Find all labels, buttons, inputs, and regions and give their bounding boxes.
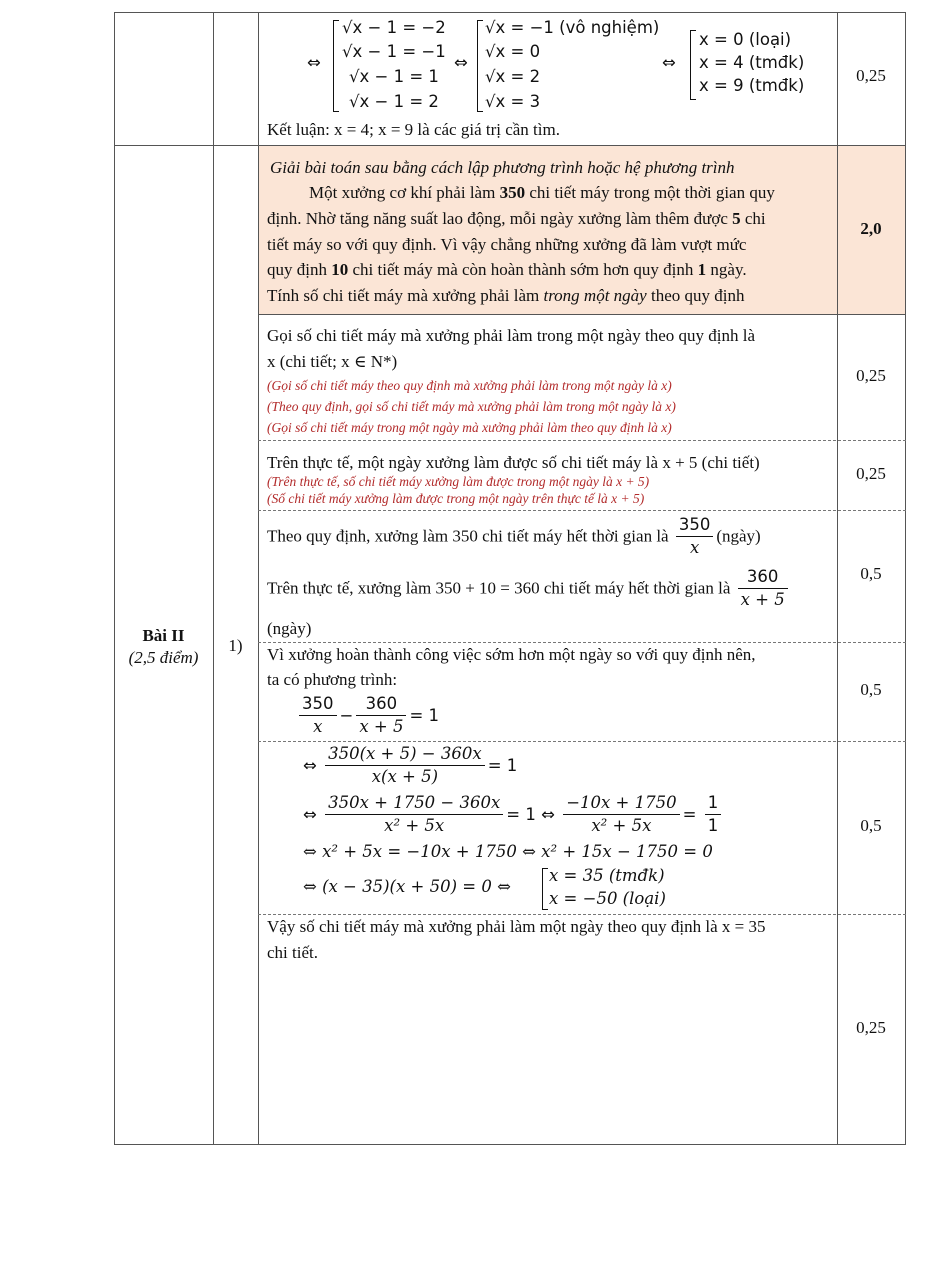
iff-symbol: ⇔ bbox=[454, 53, 468, 72]
step5-score: 0,5 bbox=[860, 816, 882, 835]
problem-line-2: định. Nhờ tăng năng suất lao động, mỗi ngày xưởng làm thêm được 5 chi bbox=[267, 209, 766, 228]
step5-row-3: ⇔ x² + 5x = −10x + 1750 ⇔ x² + 15x − 1750 = 0 bbox=[303, 842, 713, 861]
system3-eq1: x = 0 (loại) bbox=[699, 30, 792, 49]
col-border-5 bbox=[905, 12, 906, 1145]
fraction-350-over-x: $\frac{350}{x}$ bbox=[676, 514, 714, 559]
step5-row-2: ⇔ $\frac{350x + 1750 - 360x}{\text{x² + 5x}}$ = 1 ⇔ $\frac{-10x + 1750}{\text{x² + 5x}}$ = $\frac{1}{1}$ bbox=[303, 792, 724, 837]
table-top-border bbox=[114, 12, 906, 13]
step6-line-2: chi tiết. bbox=[267, 943, 318, 962]
step5-row-4: ⇔ (x − 35)(x + 50) = 0 ⇔ bbox=[303, 877, 511, 896]
step3-line-3: (ngày) bbox=[267, 619, 312, 638]
part-number: 1) bbox=[228, 636, 243, 655]
system1-eq2: √x − 1 = −1 bbox=[342, 42, 446, 61]
number-10: 10 bbox=[331, 260, 349, 279]
solution-2: x = −50 (loại) bbox=[549, 889, 666, 908]
row-sep-3 bbox=[258, 510, 906, 511]
step1-alt-1: (Gọi số chi tiết máy theo quy định mà xưởng phải làm trong một ngày là x) bbox=[267, 378, 672, 393]
number-5: 5 bbox=[732, 209, 741, 228]
step4-line-1: Vì xưởng hoàn thành công việc sớm hơn một ngày so với quy định nên, bbox=[267, 645, 756, 664]
fraction-360-over-x-plus-5: $\frac{360}{x + 5}$ bbox=[738, 566, 788, 611]
problem-line-5: Tính số chi tiết máy mà xưởng phải làm trong một ngày theo quy định bbox=[267, 286, 745, 305]
step3-score: 0,5 bbox=[860, 564, 882, 583]
solution-bracket bbox=[542, 868, 548, 910]
step5-row-1: ⇔ $\frac{350(x + 5) - 360x}{x(x + 5)}$ = 1 bbox=[303, 744, 518, 786]
step2-line-1: Trên thực tế, một ngày xưởng làm được số chi tiết máy là x + 5 (chi tiết) bbox=[267, 453, 760, 472]
step2-alt-2: (Số chi tiết máy xưởng làm được trong một ngày trên thực tế là x + 5) bbox=[267, 491, 645, 506]
col-border-1 bbox=[114, 12, 115, 1145]
step1-line-2: x (chi tiết; x ∈ N*) bbox=[267, 352, 398, 371]
system2-eq3: √x = 2 bbox=[485, 67, 541, 86]
step4-equation: $\frac{350}{x}$ − $\frac{360}{x + 5}$ = 1 bbox=[296, 693, 439, 738]
table-bottom-border bbox=[114, 1144, 906, 1145]
step3-line-2: Trên thực tế, xưởng làm 350 + 10 = 360 chi tiết máy hết thời gian là $\frac{360}{x + 5}$ bbox=[267, 566, 791, 611]
step6-line-1: Vậy số chi tiết máy mà xưởng phải làm một ngày theo quy định là x = 35 bbox=[267, 917, 766, 936]
step4-line-2: ta có phương trình: bbox=[267, 670, 398, 689]
iff-symbol: ⇔ bbox=[662, 53, 676, 72]
number-350: 350 bbox=[499, 183, 526, 202]
system3-eq3: x = 9 (tmđk) bbox=[699, 76, 805, 95]
step1-score: 0,25 bbox=[856, 366, 886, 385]
step2-score: 0,25 bbox=[856, 464, 886, 483]
col-border-3 bbox=[258, 12, 259, 1145]
step6-score: 0,25 bbox=[856, 1018, 886, 1037]
system2-eq1: √x = −1 (vô nghiệm) bbox=[485, 18, 660, 37]
system-bracket-3 bbox=[690, 30, 696, 100]
section-label: Bài II bbox=[142, 626, 185, 645]
system1-eq3: √x − 1 = 1 bbox=[349, 67, 439, 86]
col-border-2 bbox=[213, 12, 214, 1145]
problem-line-1: Một xưởng cơ khí phải làm 350 chi tiết máy trong một thời gian quy bbox=[309, 183, 775, 202]
solution-1: x = 35 (tmđk) bbox=[549, 866, 665, 885]
step1-alt-2: (Theo quy định, gọi số chi tiết máy mà xưởng phải làm trong một ngày là x) bbox=[267, 399, 676, 414]
step2-alt-1: (Trên thực tế, số chi tiết máy xưởng làm được trong một ngày là x + 5) bbox=[267, 474, 650, 489]
problem-heading: Giải bài toán sau bằng cách lập phương trình hoặc hệ phương trình bbox=[270, 158, 735, 177]
problem-score: 2,0 bbox=[860, 219, 882, 238]
iff-symbol: ⇔ bbox=[307, 53, 321, 72]
step1-alt-3: (Gọi số chi tiết máy trong một ngày mà xưởng phải làm theo quy định là x) bbox=[267, 420, 672, 435]
system-bracket-1 bbox=[333, 20, 339, 112]
step4-score: 0,5 bbox=[860, 680, 882, 699]
step3-line-1: Theo quy định, xưởng làm 350 chi tiết máy hết thời gian là $\frac{350}{x}$ (ngày) bbox=[267, 515, 761, 557]
top-score: 0,25 bbox=[856, 66, 886, 85]
problem-line-3: tiết máy so với quy định. Vì vậy chẳng những xưởng đã làm vượt mức bbox=[267, 235, 747, 254]
row-sep-5 bbox=[258, 741, 906, 742]
system2-eq2: √x = 0 bbox=[485, 42, 541, 61]
row-sep-problem bbox=[258, 314, 906, 315]
system1-eq1: √x − 1 = −2 bbox=[342, 18, 446, 37]
step1-line-1: Gọi số chi tiết máy mà xưởng phải làm trong một ngày theo quy định là bbox=[267, 326, 755, 345]
section-points: (2,5 điểm) bbox=[128, 648, 199, 667]
system3-eq2: x = 4 (tmđk) bbox=[699, 53, 805, 72]
top-conclusion: Kết luận: x = 4; x = 9 là các giá trị cần tìm. bbox=[267, 120, 560, 139]
number-1: 1 bbox=[697, 260, 707, 279]
system1-eq4: √x − 1 = 2 bbox=[349, 92, 439, 111]
system2-eq4: √x = 3 bbox=[485, 92, 541, 111]
problem-line-4: quy định 10 chi tiết máy mà còn hoàn thành sớm hơn quy định 1 ngày. bbox=[267, 260, 747, 279]
row-sep-2 bbox=[258, 440, 906, 441]
row-sep-top bbox=[114, 145, 906, 146]
system-bracket-2 bbox=[477, 20, 483, 112]
